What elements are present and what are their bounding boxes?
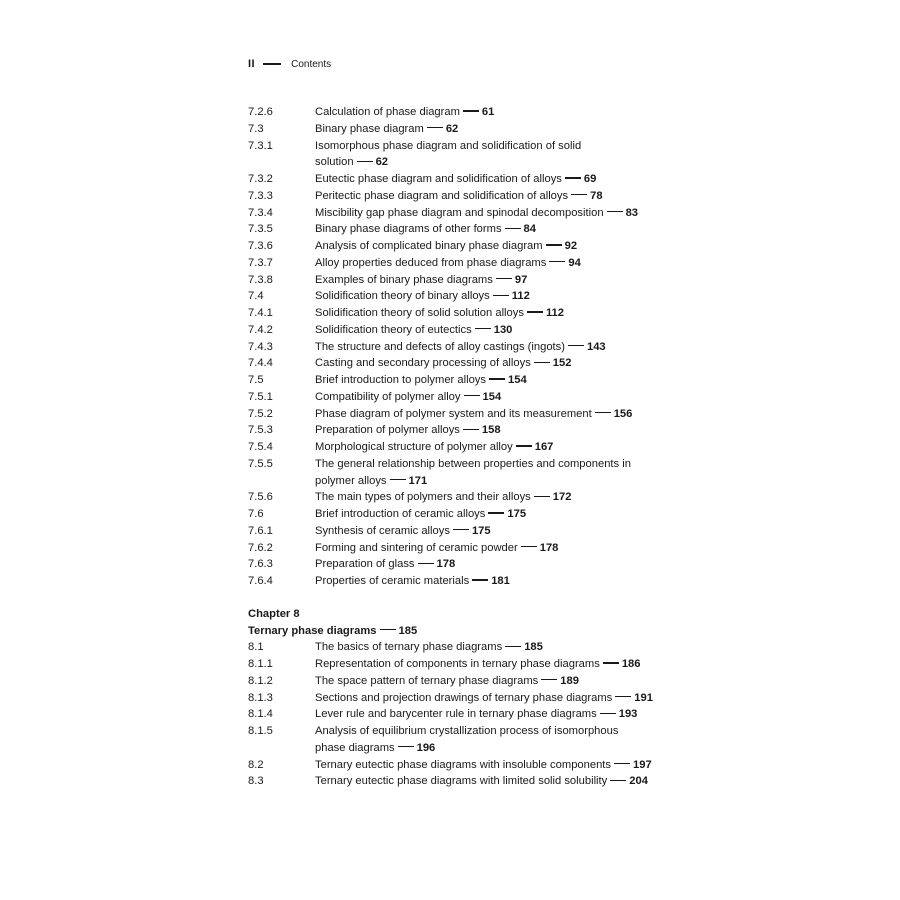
entry-page-number: 97 <box>514 273 528 286</box>
entry-number: 7.5.2 <box>248 407 273 420</box>
entry-number: 8.3 <box>248 775 264 788</box>
chapter-title: Ternary phase diagrams <box>248 624 377 637</box>
entry-number: 7.3.5 <box>248 223 273 236</box>
entry-title: Ternary eutectic phase diagrams with limited solid solubility <box>315 775 608 788</box>
entry-page-number: 185 <box>524 641 543 654</box>
entry-number: 8.1.5 <box>248 725 273 737</box>
leader-dash <box>610 780 626 781</box>
entry-title: Phase diagram of polymer system and its measurement <box>315 407 592 420</box>
entry-number: 7.5.4 <box>248 441 273 453</box>
leader-dash <box>603 662 619 663</box>
entry-page-number: 154 <box>482 390 502 403</box>
toc-entry[interactable] <box>248 339 688 356</box>
entry-page-number: 94 <box>568 256 581 269</box>
entry-page-number: 83 <box>625 206 639 219</box>
toc-entry[interactable] <box>248 171 688 188</box>
entry-title-block <box>315 656 688 673</box>
leader-dash <box>380 629 396 630</box>
entry-title-line-2-wrap <box>315 154 688 171</box>
entry-title-line-1: Isomorphous phase diagram and solidification of solid <box>315 139 582 152</box>
toc-entry[interactable] <box>248 556 688 573</box>
entry-title-block <box>315 305 688 322</box>
section-title: Contents <box>291 58 332 70</box>
leader-dash <box>463 110 479 111</box>
leader-dash <box>568 345 584 346</box>
entry-title: Ternary eutectic phase diagrams with insoluble components <box>315 758 612 771</box>
entry-number: 8.1.1 <box>248 658 273 670</box>
leader-dash <box>496 278 512 279</box>
entry-number: 8.1 <box>248 641 264 654</box>
entry-title-block <box>315 255 688 272</box>
entry-page-number: 181 <box>491 575 510 587</box>
leader-dash <box>390 479 406 480</box>
leader-dash <box>595 412 611 413</box>
entry-number: 7.3.6 <box>248 240 273 252</box>
leader-dash <box>571 194 587 195</box>
toc-entry[interactable] <box>248 188 688 205</box>
entry-title: Analysis of complicated binary phase diagram <box>315 240 543 252</box>
entry-title: Binary phase diagrams of other forms <box>315 223 502 236</box>
leader-dash <box>427 127 443 128</box>
entry-number: 7.6.3 <box>248 558 273 571</box>
entry-title: Synthesis of ceramic alloys <box>315 524 450 537</box>
entry-title-block <box>315 389 688 406</box>
leader-dash <box>357 161 373 162</box>
entry-title-block <box>315 489 688 506</box>
entry-page-number: 204 <box>629 775 648 788</box>
entry-number: 7.4.2 <box>248 323 273 336</box>
entry-title-block <box>315 757 688 774</box>
entry-title-line-1: The general relationship between properties and components in <box>315 457 631 470</box>
leader-dash <box>527 311 543 312</box>
entry-page-number: 130 <box>493 323 513 336</box>
leader-dash <box>607 211 623 212</box>
entry-title-block <box>315 121 688 138</box>
toc-entry[interactable] <box>248 773 688 790</box>
toc-entry[interactable] <box>248 322 688 339</box>
entry-number: 8.2 <box>248 758 264 771</box>
entry-title-block <box>315 221 688 238</box>
entry-page-number: 156 <box>613 407 633 420</box>
entry-title: Compatibility of polymer alloy <box>315 390 461 403</box>
entry-title-block <box>315 706 688 723</box>
entry-title-block <box>315 773 688 790</box>
entry-title-line-2-wrap <box>315 473 688 490</box>
leader-dash <box>546 244 562 245</box>
toc-entry[interactable] <box>248 305 688 322</box>
entry-number: 7.6 <box>248 508 264 520</box>
entry-number: 7.5.3 <box>248 424 273 437</box>
entry-page-number: 69 <box>583 173 597 185</box>
entry-page-number: 92 <box>564 240 578 252</box>
entry-title: Calculation of phase diagram <box>315 106 460 118</box>
leader-dash <box>472 579 488 580</box>
entry-title: Solidification theory of solid solution alloys <box>315 307 524 319</box>
entry-page-number: 172 <box>552 491 572 504</box>
leader-dash <box>488 512 504 513</box>
entry-title-block <box>315 422 688 439</box>
page-folio: II <box>248 58 256 70</box>
toc-entry[interactable] <box>248 706 688 723</box>
entry-number: 7.5.5 <box>248 457 273 470</box>
entry-title-block <box>315 406 688 423</box>
toc-entry[interactable] <box>248 422 688 439</box>
toc-entry[interactable] <box>248 389 688 406</box>
entry-page-number: 112 <box>545 307 565 319</box>
entry-page-number: 154 <box>508 374 527 386</box>
toc-entry[interactable] <box>248 456 688 490</box>
toc-list-chapter-7 <box>248 104 688 590</box>
entry-page-number: 191 <box>634 691 653 704</box>
leader-dash <box>516 445 532 446</box>
leader-dash <box>464 395 480 396</box>
entry-title-block <box>315 540 688 557</box>
entry-page-number: 152 <box>552 357 572 370</box>
toc-entry[interactable] <box>248 439 688 456</box>
toc-entry[interactable] <box>248 506 688 523</box>
entry-title: Eutectic phase diagram and solidification of alloys <box>315 173 562 185</box>
entry-title-block <box>315 573 688 590</box>
entry-page-number: 158 <box>481 424 501 437</box>
toc-entry[interactable] <box>248 272 688 289</box>
entry-title: Properties of ceramic materials <box>315 575 470 587</box>
toc-entry[interactable] <box>248 121 688 138</box>
entry-title: Preparation of glass <box>315 558 415 571</box>
entry-page-number: 112 <box>511 290 530 303</box>
toc-entry[interactable] <box>248 690 688 707</box>
table-of-contents <box>248 104 688 790</box>
entry-page-number: 178 <box>436 558 456 571</box>
leader-dash <box>615 696 631 697</box>
entry-title: The structure and defects of alloy castings (ingots) <box>315 340 565 353</box>
entry-title: Brief introduction to polymer alloys <box>315 374 486 386</box>
entry-title-line-2: solution <box>315 156 354 169</box>
entry-page-number: 175 <box>471 524 491 537</box>
leader-dash <box>493 295 509 296</box>
entry-title-block <box>315 205 688 222</box>
entry-number: 7.3.1 <box>248 139 273 152</box>
leader-dash <box>600 713 616 714</box>
entry-page-number: 84 <box>523 223 536 236</box>
toc-entry[interactable] <box>248 255 688 272</box>
entry-page-number: 175 <box>507 508 527 520</box>
toc-entry[interactable] <box>248 355 688 372</box>
toc-entry[interactable] <box>248 573 688 590</box>
leader-dash <box>398 746 414 747</box>
leader-dash <box>521 546 537 547</box>
entry-page-number: 78 <box>590 189 603 202</box>
entry-number: 7.4.1 <box>248 307 273 319</box>
leader-dash <box>453 529 469 530</box>
entry-title: Peritectic phase diagram and solidification of alloys <box>315 189 569 202</box>
entry-number: 7.5.6 <box>248 491 273 504</box>
toc-entry[interactable] <box>248 138 688 172</box>
toc-entry[interactable] <box>248 104 688 121</box>
entry-title: Sections and projection drawings of ternary phase diagrams <box>315 691 613 704</box>
entry-title-block <box>315 322 688 339</box>
entry-number: 7.3.3 <box>248 189 273 202</box>
entry-title-block <box>315 339 688 356</box>
entry-number: 8.1.4 <box>248 708 273 721</box>
entry-title-block <box>315 355 688 372</box>
entry-number: 7.3.2 <box>248 173 273 185</box>
header-rule <box>263 63 281 65</box>
entry-title-block <box>315 272 688 289</box>
entry-title: Forming and sintering of ceramic powder <box>315 541 518 554</box>
entry-page-number: 197 <box>633 758 652 771</box>
entry-title: Examples of binary phase diagrams <box>315 273 493 286</box>
leader-dash <box>505 228 521 229</box>
entry-title-block <box>315 690 688 707</box>
entry-page-number: 167 <box>534 441 554 453</box>
entry-number: 7.3.4 <box>248 206 273 219</box>
entry-page-number: 143 <box>586 340 606 353</box>
entry-title: Morphological structure of polymer alloy <box>315 441 513 453</box>
entry-title-block <box>315 188 688 205</box>
running-head <box>248 57 331 71</box>
toc-entry[interactable] <box>248 205 688 222</box>
entry-page-number: 186 <box>621 658 641 670</box>
entry-number: 8.1.2 <box>248 674 273 687</box>
toc-entry[interactable] <box>248 656 688 673</box>
leader-dash <box>534 496 550 497</box>
leader-dash <box>418 563 434 564</box>
entry-number: 7.4.3 <box>248 340 273 353</box>
toc-entry[interactable] <box>248 406 688 423</box>
entry-title-block <box>315 723 688 757</box>
entry-title-block <box>315 523 688 540</box>
entry-title: Brief introduction of ceramic alloys <box>315 508 486 520</box>
entry-title-block <box>315 238 688 255</box>
entry-title-block <box>315 439 688 456</box>
entry-page-number: 193 <box>618 708 638 721</box>
entry-title: Representation of components in ternary phase diagrams <box>315 658 600 670</box>
entry-page-number: 62 <box>445 122 459 135</box>
toc-entry[interactable] <box>248 757 688 774</box>
entry-page-number: 196 <box>416 741 436 754</box>
leader-dash <box>534 362 550 363</box>
chapter-label: Chapter 8 <box>248 607 300 620</box>
entry-page-number: 62 <box>375 156 389 169</box>
entry-title-line-2: phase diagrams <box>315 741 395 754</box>
leader-dash <box>475 328 491 329</box>
entry-number: 7.5.1 <box>248 390 273 403</box>
entry-page-number: 178 <box>539 541 559 554</box>
entry-number: 7.4.4 <box>248 357 273 370</box>
entry-number: 7.3.8 <box>248 273 273 286</box>
toc-entry[interactable] <box>248 288 688 305</box>
entry-title: The basics of ternary phase diagrams <box>315 641 503 654</box>
entry-page-number: 189 <box>560 674 579 687</box>
leader-dash <box>614 763 630 764</box>
entry-title: Preparation of polymer alloys <box>315 424 460 437</box>
toc-entry[interactable] <box>248 238 688 255</box>
entry-number: 7.3.7 <box>248 256 273 269</box>
entry-title: The space pattern of ternary phase diagrams <box>315 674 539 687</box>
toc-entry[interactable] <box>248 540 688 557</box>
leader-dash <box>549 261 565 262</box>
chapter-title-line <box>248 623 688 640</box>
toc-entry[interactable] <box>248 673 688 690</box>
entry-number: 7.6.1 <box>248 524 273 537</box>
entry-number: 7.6.4 <box>248 575 273 587</box>
entry-title-line-1: Analysis of equilibrium crystallization process of isomorphous <box>315 725 619 737</box>
entry-title: Solidification theory of binary alloys <box>315 290 490 303</box>
toc-entry[interactable] <box>248 723 688 757</box>
entry-title: Alloy properties deduced from phase diagrams <box>315 256 547 269</box>
entry-title: Solidification theory of eutectics <box>315 323 472 336</box>
chapter-page-number: 185 <box>398 624 418 637</box>
entry-number: 8.1.3 <box>248 691 273 704</box>
leader-dash <box>463 429 479 430</box>
entry-page-number: 171 <box>408 474 428 487</box>
entry-title: The main types of polymers and their alloys <box>315 491 531 504</box>
entry-title: Lever rule and barycenter rule in ternary phase diagrams <box>315 708 597 721</box>
entry-title-block <box>315 456 688 490</box>
toc-entry[interactable] <box>248 372 688 389</box>
toc-entry[interactable] <box>248 639 688 656</box>
entry-number: 7.6.2 <box>248 541 273 554</box>
entry-title-block <box>315 288 688 305</box>
entry-number: 7.2.6 <box>248 106 273 118</box>
entry-title-block <box>315 639 688 656</box>
toc-entry[interactable] <box>248 523 688 540</box>
entry-number: 7.4 <box>248 290 264 303</box>
entry-title: Casting and secondary processing of alloys <box>315 357 531 370</box>
leader-dash <box>489 378 505 379</box>
entry-title-line-2-wrap <box>315 740 688 757</box>
entry-title: Binary phase diagram <box>315 122 424 135</box>
entry-title-block <box>315 372 688 389</box>
entry-title-block <box>315 506 688 523</box>
entry-number: 7.3 <box>248 122 264 135</box>
entry-title-block <box>315 171 688 188</box>
chapter-heading[interactable] <box>248 606 688 640</box>
entry-number: 7.5 <box>248 374 264 386</box>
entry-page-number: 61 <box>481 106 495 118</box>
entry-title: Miscibility gap phase diagram and spinodal decomposition <box>315 206 604 219</box>
toc-list-chapter-8 <box>248 639 688 790</box>
leader-dash <box>541 679 557 680</box>
toc-entry[interactable] <box>248 489 688 506</box>
entry-title-block <box>315 138 688 172</box>
entry-title-block <box>315 673 688 690</box>
leader-dash <box>565 177 581 178</box>
entry-title-block <box>315 556 688 573</box>
entry-title-line-2: polymer alloys <box>315 474 387 487</box>
leader-dash <box>505 646 521 647</box>
toc-entry[interactable] <box>248 221 688 238</box>
entry-title-block <box>315 104 688 121</box>
